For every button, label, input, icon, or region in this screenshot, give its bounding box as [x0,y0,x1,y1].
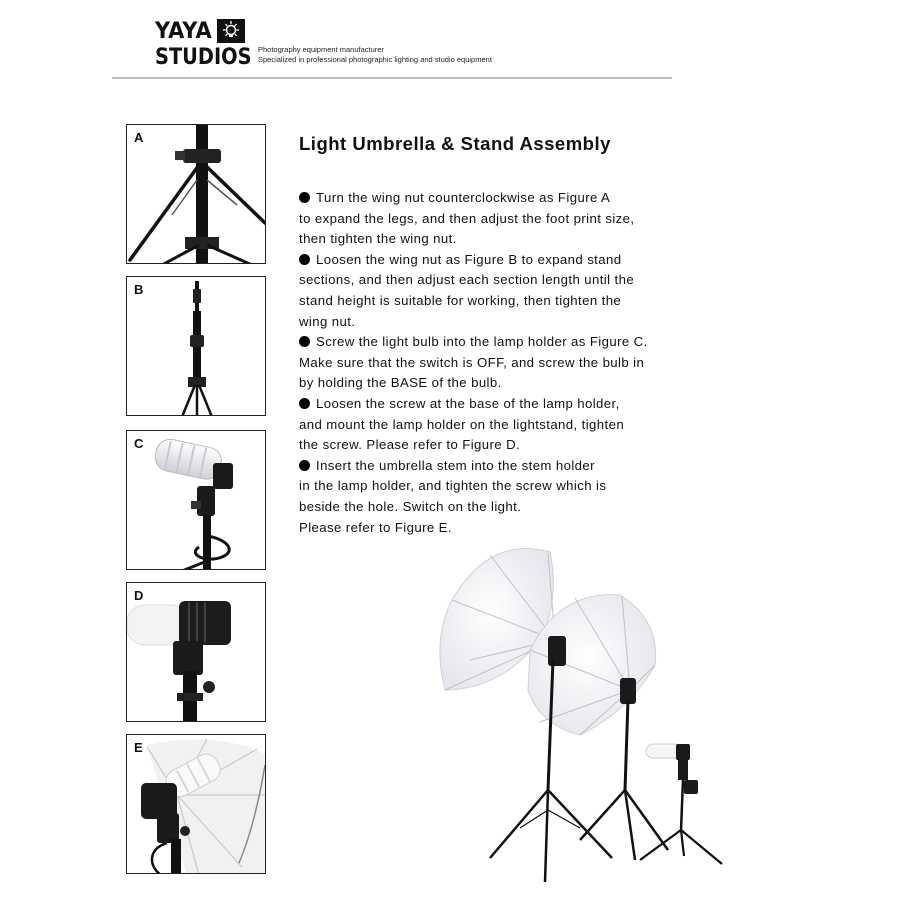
bulb-icon [217,19,245,43]
figure-e-label: E [134,740,143,755]
bullet-icon [299,398,310,409]
figure-d-label: D [134,588,144,603]
bulb-in-lamp-holder-icon [127,431,266,570]
stand-sections-icon [127,277,266,416]
brand-logo [155,18,252,72]
instruction-line: stand height is suitable for working, then tighten the [299,292,622,308]
instruction-line: by holding the BASE of the bulb. [299,375,502,391]
instruction-line: in the lamp holder, and tighten the screw which is [299,478,607,494]
instruction-line: wing nut. [299,313,356,329]
bulb-stand [640,744,722,864]
product-kit-photo [430,540,730,890]
page-title: Light Umbrella & Stand Assembly [299,133,611,154]
instruction-line: Screw the light bulb into the lamp holder as Figure C. [299,332,679,353]
lamp-holder-on-stand-icon [127,583,266,722]
instruction-line: Loosen the screw at the base of the lamp holder, [299,394,679,415]
brand-tagline [258,45,492,65]
instruction-line: Insert the umbrella stem into the stem holder [299,456,679,477]
figure-c-label: C [134,436,144,451]
stand-legs-wingnut-icon [127,125,266,264]
instruction-line: Turn the wing nut counterclockwise as Figure A [299,188,679,209]
instruction-line: to expand the legs, and then adjust the foot print size, [299,210,635,226]
bullet-icon [299,460,310,471]
tagline-line-1: Photography equipment manufacturer [258,45,384,54]
instructions [299,188,679,538]
instruction-line: and mount the lamp holder on the lightstand, tighten [299,416,625,432]
bullet-icon [299,192,310,203]
figure-a-label: A [134,130,144,145]
instruction-line: sections, and then adjust each section length until the [299,272,635,288]
figure-a [126,124,266,264]
logo-text-yaya: YAYA [155,19,212,44]
header-divider [112,77,672,79]
figure-c [126,430,266,570]
figure-b [126,276,266,416]
instruction-line: the screw. Please refer to Figure D. [299,437,521,453]
figure-d [126,582,266,722]
header [0,0,900,90]
tagline-line-2: Specialized in professional photographic lighting and studio equipment [258,55,492,64]
instruction-line: Loosen the wing nut as Figure B to expand stand [299,250,679,271]
instruction-line: beside the hole. Switch on the light. [299,498,522,514]
figure-b-label: B [134,282,144,297]
figure-e [126,734,266,874]
logo-text-studios: STUDIOS [155,45,252,70]
instruction-line: Please refer to Figure E. [299,519,452,535]
umbrella-in-holder-icon [127,735,266,874]
bullet-icon [299,254,310,265]
instruction-line: Make sure that the switch is OFF, and screw the bulb in [299,354,645,370]
instruction-line: then tighten the wing nut. [299,231,457,247]
bullet-icon [299,336,310,347]
